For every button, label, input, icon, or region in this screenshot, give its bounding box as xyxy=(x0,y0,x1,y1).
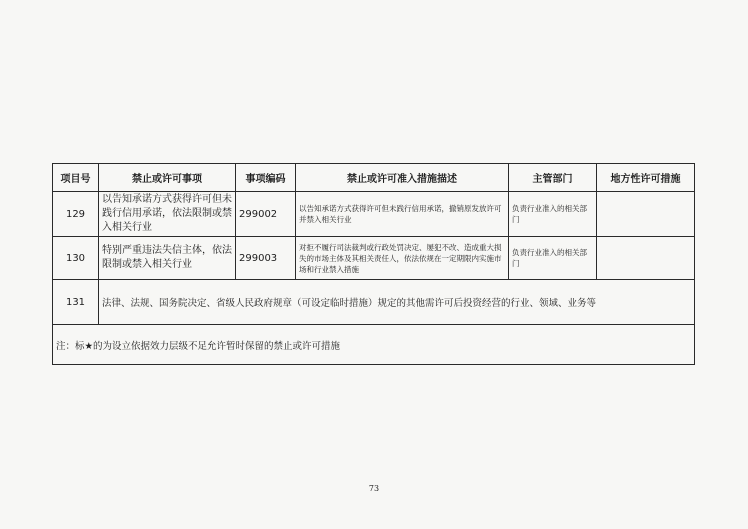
row-department: 负责行业准入的相关部门 xyxy=(509,237,597,280)
table-note-row xyxy=(53,325,695,365)
header-department: 主管部门 xyxy=(509,164,597,192)
row-item-no: 129 xyxy=(53,192,99,237)
header-code: 事项编码 xyxy=(236,164,296,192)
header-description: 禁止或许可准入措施描述 xyxy=(296,164,509,192)
row-item-no: 131 xyxy=(53,280,99,325)
table-row xyxy=(53,237,695,280)
table-note: 注：标★的为设立依据效力层级不足允许暂时保留的禁止或许可措施 xyxy=(53,325,695,365)
table-header-row xyxy=(53,164,695,192)
page-number: 73 xyxy=(368,484,380,493)
row-item: 以告知承诺方式获得许可但未践行信用承诺，依法限制或禁入相关行业 xyxy=(99,192,236,237)
header-item: 禁止或许可事项 xyxy=(99,164,236,192)
row-item: 特别严重违法失信主体，依法限制或禁入相关行业 xyxy=(99,237,236,280)
row-description: 对拒不履行司法裁判或行政处罚决定、屡犯不改、造成重大损失的市场主体及其相关责任人，依法依规在一定期限内实施市场和行业禁入措施 xyxy=(296,237,509,280)
row-description: 以告知承诺方式获得许可但未践行信用承诺，撤销原发放许可并禁入相关行业 xyxy=(296,192,509,237)
row-department: 负责行业准入的相关部门 xyxy=(509,192,597,237)
row-merged-description: 法律、法规、国务院决定、省级人民政府规章（可设定临时措施）规定的其他需许可后投资经营的行业、领域、业务等 xyxy=(99,280,695,325)
row-code: 299002 xyxy=(236,192,296,237)
row-local-measures xyxy=(597,237,695,280)
header-item-no: 项目号 xyxy=(53,164,99,192)
row-local-measures xyxy=(597,192,695,237)
row-item-no: 130 xyxy=(53,237,99,280)
table-row xyxy=(53,280,695,325)
table-row xyxy=(53,192,695,237)
row-code: 299003 xyxy=(236,237,296,280)
measures-table xyxy=(52,163,695,365)
header-local-measures: 地方性许可措施 xyxy=(597,164,695,192)
